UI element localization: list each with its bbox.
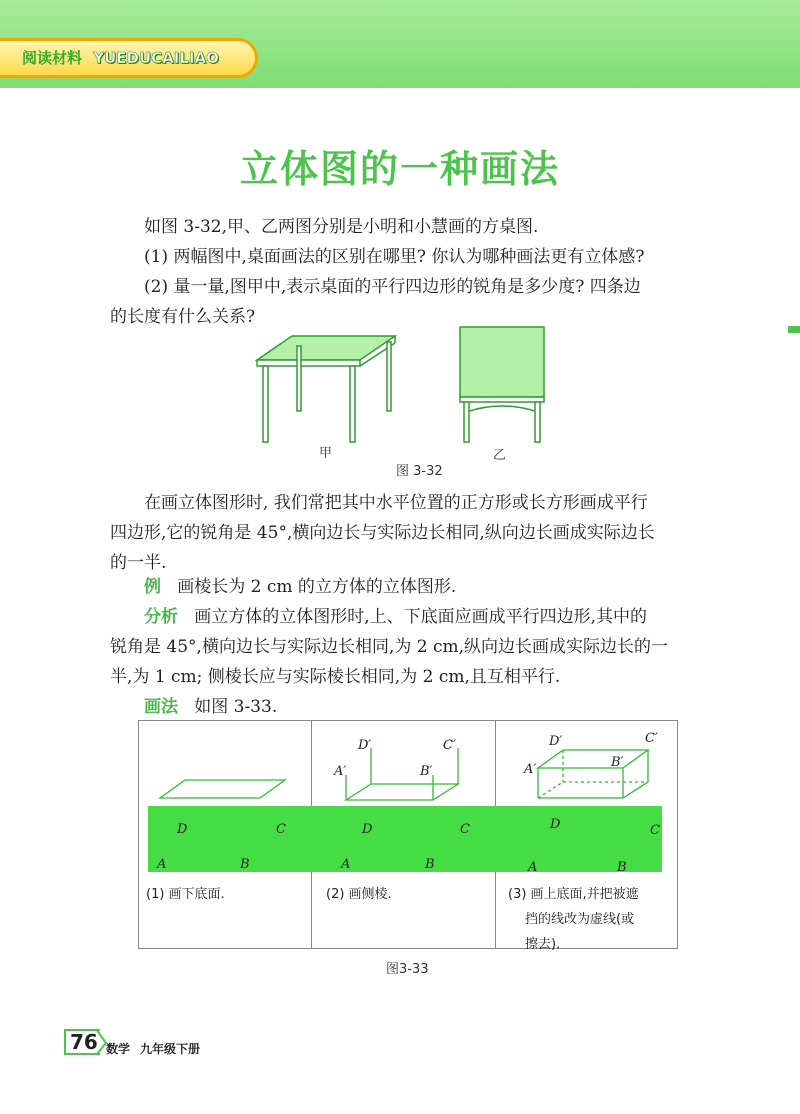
step2-caption: (2) 画侧棱.: [326, 887, 392, 902]
intro-question-2-cont: 的长度有什么关系?: [110, 307, 256, 327]
example-block: [110, 572, 695, 722]
table-a-edge: [257, 360, 360, 366]
figure-3-32-caption: 图 3-32: [396, 464, 443, 479]
step2-label-d: D: [362, 822, 373, 837]
step2-label-a: A: [341, 857, 351, 872]
step3-top: [538, 750, 648, 768]
explanation-line-2: 四边形,它的锐角是 45°,横向边长与实际边长相同,纵向边长画成实际边长: [110, 523, 655, 543]
step3-label-c: C: [650, 823, 660, 838]
method-line: [110, 692, 695, 722]
step2-label-c: C: [460, 822, 470, 837]
analysis-tag: 分析: [144, 607, 178, 627]
tab-chinese-label: 阅读材料: [22, 49, 83, 67]
figure-3-33-drawing: [138, 720, 678, 830]
table-a-leg-back-right: [387, 342, 391, 411]
step3-caption-line-3: 擦去).: [525, 937, 561, 952]
step1-label-a: A: [157, 857, 167, 872]
step3-caption-line-2: 挡的线改为虚线(或: [525, 912, 635, 927]
step3-label-a1: A′: [524, 762, 537, 777]
step1-label-d: D: [177, 822, 188, 837]
figure-3-33-caption: 图3-33: [386, 962, 429, 977]
step2-label-c1: C′: [443, 738, 456, 753]
side-marker: [788, 326, 800, 333]
step3-caption: [508, 882, 673, 957]
intro-line-1: 如图 3-32,甲、乙两图分别是小明和小慧画的方桌图.: [144, 217, 539, 237]
example-tag: 例: [144, 577, 161, 597]
step2-label-a1: A′: [334, 764, 347, 779]
example-text: 画棱长为 2 cm 的立方体的立体图形.: [177, 577, 457, 597]
explanation-block: [110, 488, 695, 578]
step2-label-b: B: [425, 857, 435, 872]
step2-label-b1: B′: [420, 764, 433, 779]
table-b-leg-left: [464, 402, 469, 442]
step1-base: [160, 780, 285, 798]
step1-label-c: C: [276, 822, 286, 837]
table-b-edge: [460, 397, 544, 402]
figure-3-32-drawing: [250, 322, 560, 452]
example-line: [110, 572, 695, 602]
page-number: 76: [64, 1029, 100, 1055]
step2-base: [346, 784, 458, 800]
explanation-line-1: 在画立体图形时, 我们常把其中水平位置的正方形或长方形画成平行: [144, 493, 648, 513]
table-b-leg-right: [535, 402, 540, 442]
page-title: 立体图的一种画法: [239, 146, 560, 191]
book-subject: 数学: [106, 1042, 131, 1056]
step1-caption: (1) 画下底面.: [146, 887, 225, 902]
step3-label-a: A: [528, 860, 538, 875]
method-text: 如图 3-33.: [194, 697, 278, 717]
figure-3-32-label-b: 乙: [493, 448, 507, 463]
step3-label-d: D: [550, 817, 561, 832]
step2-label-d1: D′: [358, 738, 372, 753]
analysis-line-1: [110, 602, 695, 632]
analysis-line-2: 锐角是 45°,横向边长与实际边长相同,为 2 cm,纵向边长画成实际边长的一: [110, 637, 669, 657]
step3-label-c1: C′: [645, 731, 658, 746]
step3-label-b: B: [617, 860, 627, 875]
step3-caption-line-1: (3) 画上底面,并把被遮: [508, 887, 639, 902]
analysis-line-3: 半,为 1 cm; 侧棱长应与实际棱长相同,为 2 cm,且互相平行.: [110, 667, 561, 687]
book-title: [106, 1040, 210, 1057]
book-grade: 九年级下册: [140, 1042, 201, 1056]
table-a-leg-back-left: [297, 346, 301, 411]
method-tag: 画法: [144, 697, 178, 717]
intro-question-2: (2) 量一量,图甲中,表示桌面的平行四边形的锐角是多少度? 四条边: [144, 277, 641, 297]
intro-question-1: (1) 两幅图中,桌面画法的区别在哪里? 你认为哪种画法更有立体感?: [144, 247, 645, 267]
step1-label-b: B: [240, 857, 250, 872]
explanation-line-3: 的一半.: [110, 553, 167, 573]
table-b-top: [460, 327, 544, 397]
intro-block: [110, 212, 695, 332]
step3-label-d1: D′: [549, 734, 563, 749]
analysis-text-1: 画立方体的立体图形时,上、下底面应画成平行四边形,其中的: [194, 607, 648, 627]
table-a-leg-front-right: [350, 366, 355, 442]
reading-material-tab: [0, 38, 258, 78]
table-b-brace: [466, 406, 538, 412]
tab-pinyin-label: YUEDUCAILIAO: [93, 49, 219, 67]
figure-3-32-label-a: 甲: [319, 446, 333, 461]
step3-label-b1: B′: [611, 755, 624, 770]
table-a-leg-front-left: [263, 366, 268, 442]
